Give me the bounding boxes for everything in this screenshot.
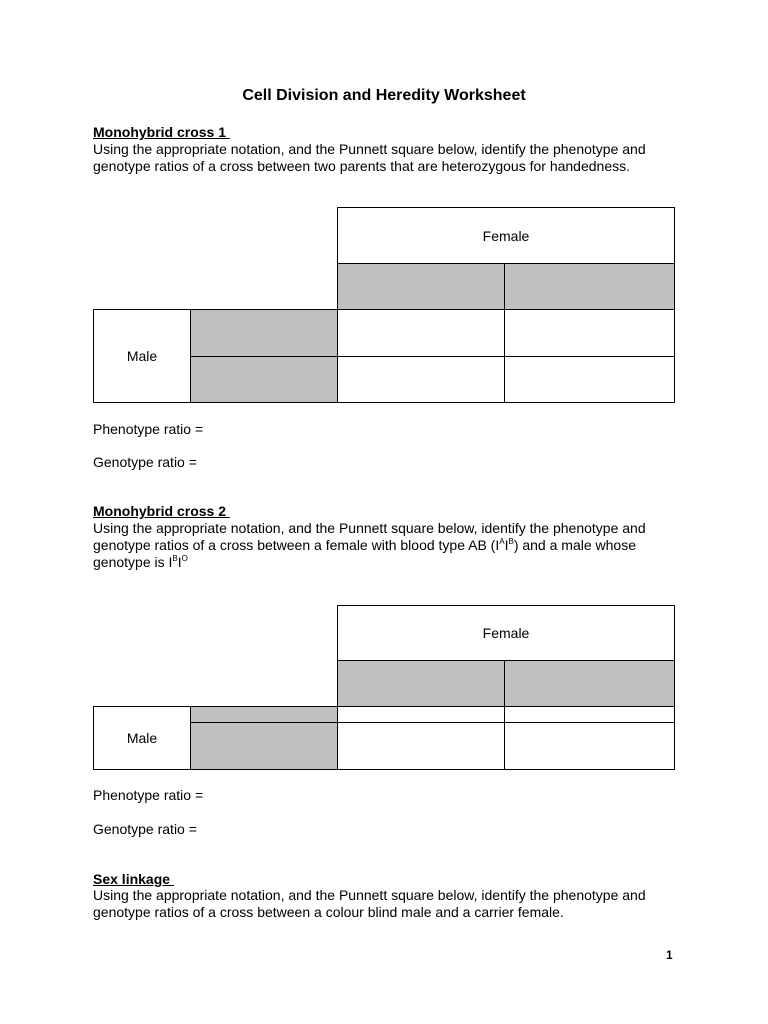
male-header-cell (93, 309, 191, 403)
female-allele-cell-2[interactable] (504, 263, 675, 310)
offspring-cell-1[interactable] (337, 309, 505, 357)
cross1-genotype-ratio: Genotype ratio = (93, 454, 197, 470)
male-allele-cell-2[interactable] (190, 356, 338, 403)
cross2-genotype-ratio: Genotype ratio = (93, 821, 197, 837)
female-label: Female (482, 227, 530, 244)
male-allele-cell-1[interactable] (190, 706, 338, 723)
male-header-cell (93, 706, 191, 770)
offspring-cell-4[interactable] (504, 722, 675, 770)
female-allele-cell-2[interactable] (504, 660, 675, 707)
offspring-cell-2[interactable] (504, 706, 675, 723)
page-number: 1 (666, 948, 673, 962)
sex-linkage-heading: Sex linkage (93, 871, 174, 887)
cross2-phenotype-ratio: Phenotype ratio = (93, 787, 204, 803)
cross1-heading: Monohybrid cross 1 (93, 124, 230, 140)
female-header-cell (337, 207, 675, 264)
offspring-cell-3[interactable] (337, 722, 505, 770)
male-label: Male (126, 730, 158, 746)
cross2-heading: Monohybrid cross 2 (93, 503, 230, 519)
cross1-instructions: Using the appropriate notation, and the Punnett square below, identify the phenotype and genotype ratios of a cross between two parents that are heterozygous for handedness. (93, 141, 646, 174)
cross1-phenotype-ratio: Phenotype ratio = (93, 421, 204, 437)
offspring-cell-2[interactable] (504, 309, 675, 357)
offspring-cell-3[interactable] (337, 356, 505, 403)
offspring-cell-1[interactable] (337, 706, 505, 723)
female-allele-cell-1[interactable] (337, 660, 505, 707)
female-header-cell (337, 605, 675, 661)
cross2-instructions: Using the appropriate notation, and the Punnett square below, identify the phenotype and genotype ratios of a cross between a female with blood type AB $(I^AI^B)$ and a male whose genotype is $I^BI^O$ (93, 520, 646, 570)
male-allele-cell-2[interactable] (190, 722, 338, 770)
male-label: Male (126, 348, 158, 364)
sex-linkage-instructions: Using the appropriate notation, and the Punnett square below, identify the phenotype and genotype ratios of a cross between a colour blind male and a carrier female. (93, 887, 646, 920)
female-label: Female (482, 625, 530, 641)
male-allele-cell-1[interactable] (190, 309, 338, 357)
offspring-cell-4[interactable] (504, 356, 675, 403)
page-title: Cell Division and Heredity Worksheet (242, 87, 526, 104)
female-allele-cell-1[interactable] (337, 263, 505, 310)
